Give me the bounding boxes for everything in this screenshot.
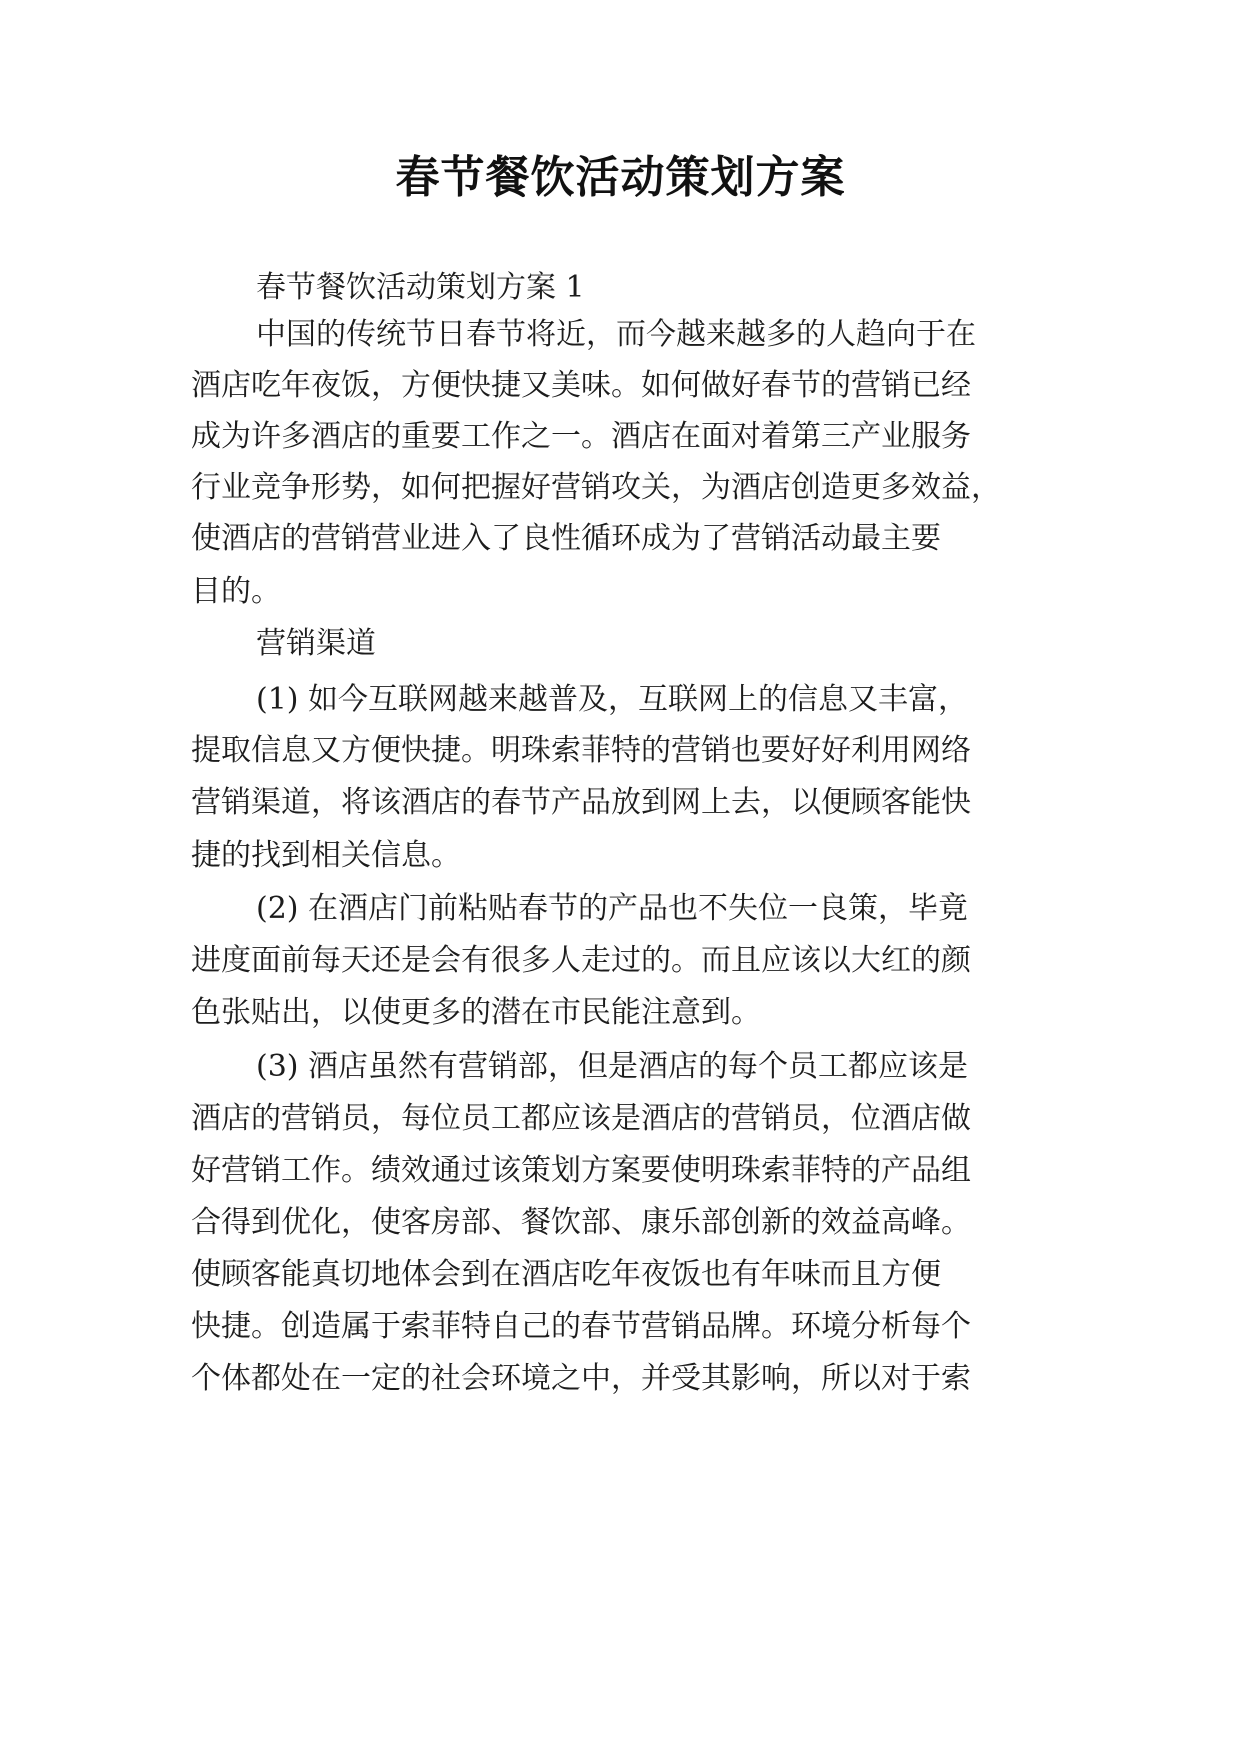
- section-heading: 春节餐饮活动策划方案 1: [256, 270, 585, 305]
- document-title: 春节餐饮活动策划方案: [395, 152, 846, 203]
- paragraph-line: 中国的传统节日春节将近，而今越来越多的人趋向于在: [256, 317, 976, 352]
- paragraph-line: (3) 酒店虽然有营销部，但是酒店的每个员工都应该是: [256, 1049, 969, 1084]
- paragraph-line: 好营销工作。绩效通过该策划方案要使明珠索菲特的产品组: [191, 1153, 971, 1188]
- paragraph-line: 个体都处在一定的社会环境之中，并受其影响，所以对于索: [191, 1361, 971, 1396]
- paragraph-line: 快捷。创造属于索菲特自己的春节营销品牌。环境分析每个: [191, 1309, 971, 1344]
- paragraph-line: 酒店吃年夜饭，方便快捷又美味。如何做好春节的营销已经: [191, 368, 971, 403]
- paragraph-line: 捷的找到相关信息。: [191, 838, 461, 873]
- paragraph-line: 行业竞争形势，如何把握好营销攻关，为酒店创造更多效益，: [191, 470, 1001, 505]
- paragraph-line: (1) 如今互联网越来越普及，互联网上的信息又丰富，: [256, 682, 969, 717]
- paragraph-line: 营销渠道，将该酒店的春节产品放到网上去，以便顾客能快: [191, 785, 971, 820]
- paragraph-line: (2) 在酒店门前粘贴春节的产品也不失位一良策，毕竟: [256, 891, 969, 926]
- paragraph-line: 成为许多酒店的重要工作之一。酒店在面对着第三产业服务: [191, 419, 971, 454]
- paragraph-line: 合得到优化，使客房部、餐饮部、康乐部创新的效益高峰。: [191, 1205, 971, 1240]
- paragraph-line: 进度面前每天还是会有很多人走过的。而且应该以大红的颜: [191, 943, 971, 978]
- subheading: 营销渠道: [256, 626, 376, 661]
- paragraph-line: 目的。: [191, 574, 281, 609]
- paragraph-line: 提取信息又方便快捷。明珠索菲特的营销也要好好利用网络: [191, 733, 971, 768]
- paragraph-line: 使酒店的营销营业进入了良性循环成为了营销活动最主要: [191, 521, 941, 556]
- paragraph-line: 色张贴出，以使更多的潜在市民能注意到。: [191, 995, 761, 1030]
- paragraph-line: 使顾客能真切地体会到在酒店吃年夜饭也有年味而且方便: [191, 1257, 941, 1292]
- paragraph-line: 酒店的营销员，每位员工都应该是酒店的营销员，位酒店做: [191, 1101, 971, 1136]
